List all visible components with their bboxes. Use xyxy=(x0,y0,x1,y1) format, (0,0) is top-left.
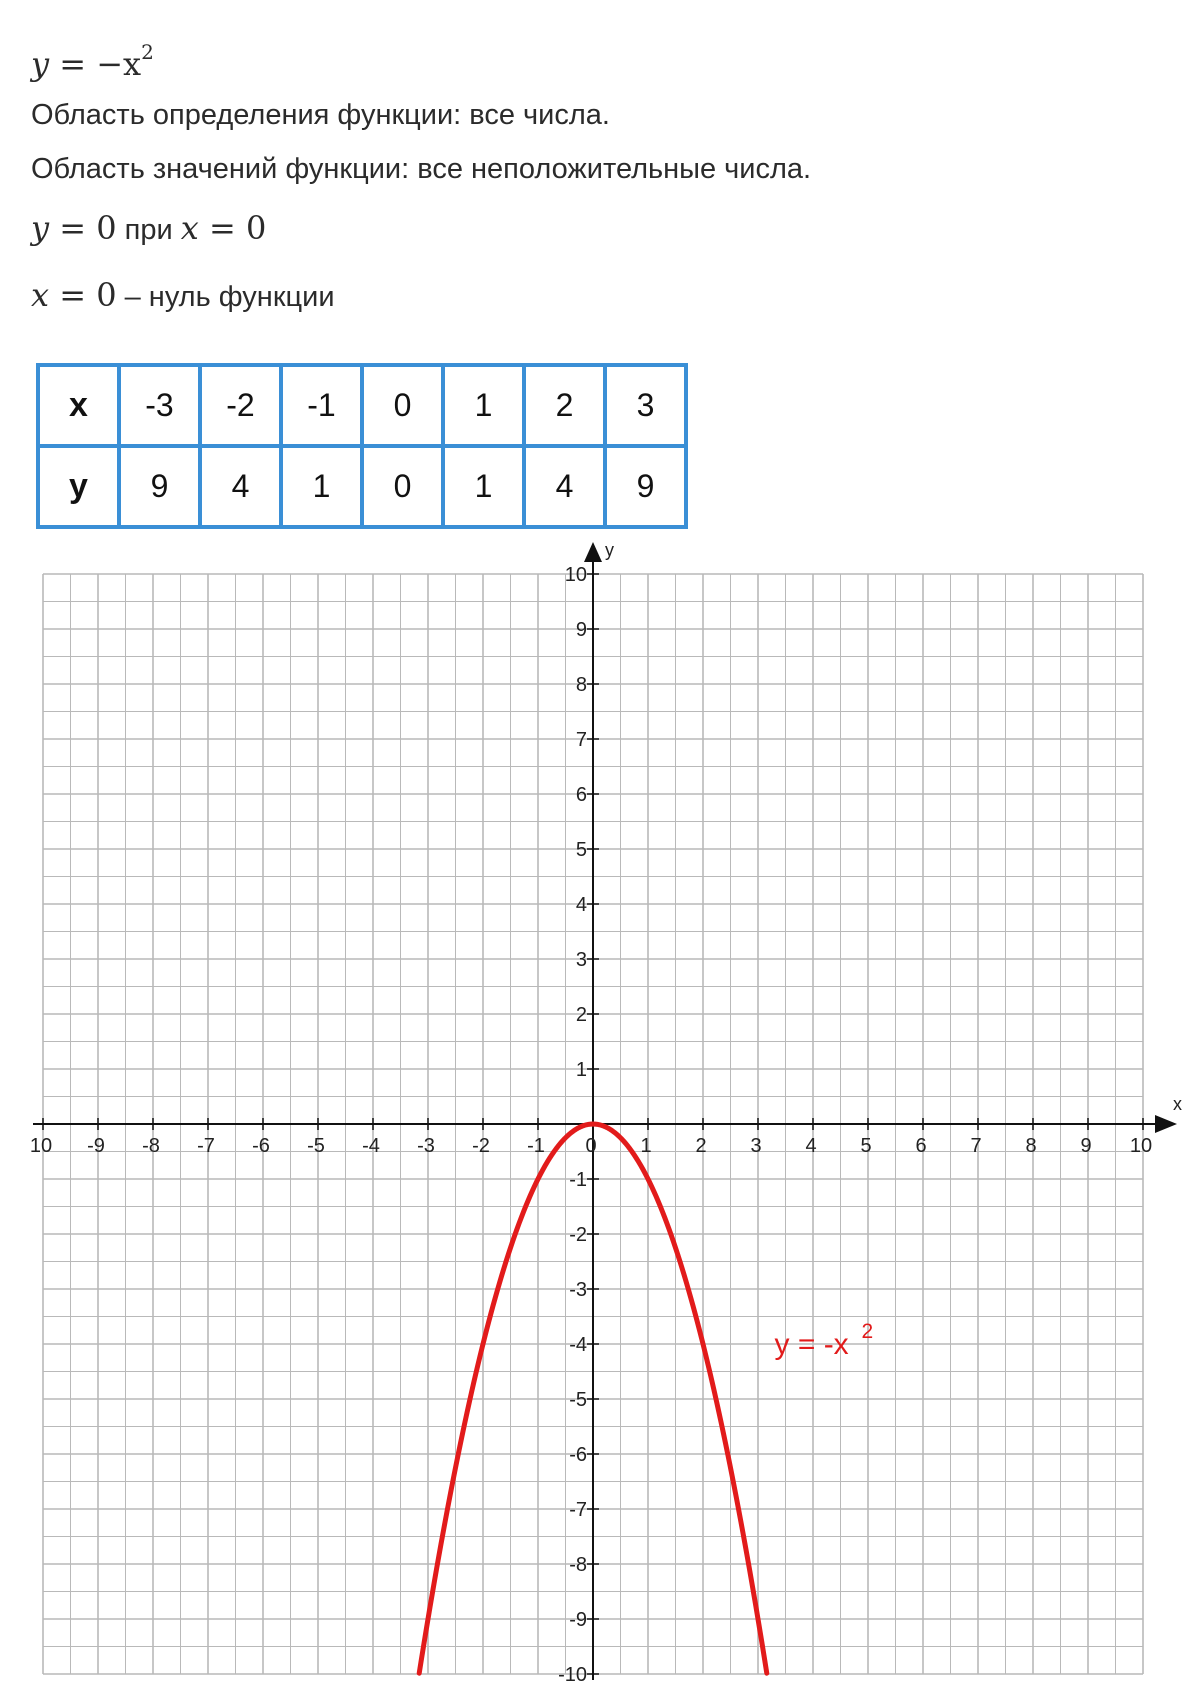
function-formula xyxy=(31,34,154,84)
table-cell: 0 xyxy=(362,446,443,527)
y-tick-label: 3 xyxy=(575,949,587,971)
y-tick-label: -10 xyxy=(558,1664,587,1686)
x-tick-label: 0 xyxy=(585,1135,597,1157)
y-tick-label: 1 xyxy=(575,1059,587,1081)
zero-x-var: x xyxy=(180,209,199,247)
table-cell: 9 xyxy=(605,446,686,527)
table-header-x: x xyxy=(38,365,119,446)
y-tick-label: 4 xyxy=(575,894,587,916)
value-table xyxy=(36,363,688,529)
x-tick-label: 4 xyxy=(805,1135,817,1157)
table-cell: 4 xyxy=(200,446,281,527)
y-tick-label: -8 xyxy=(569,1554,587,1576)
zero-y-var: y xyxy=(31,209,50,247)
x-tick-label: -5 xyxy=(307,1135,325,1157)
x-tick-label: 6 xyxy=(915,1135,927,1157)
table-header-y: y xyxy=(38,446,119,527)
x-axis-arrow xyxy=(1155,1115,1177,1133)
y-tick-label: 6 xyxy=(575,784,587,806)
null-eq: = 0 xyxy=(49,276,117,314)
table-cell: 9 xyxy=(119,446,200,527)
table-cell: -1 xyxy=(281,365,362,446)
y-tick-label: -1 xyxy=(569,1169,587,1191)
y-tick-label: 10 xyxy=(564,564,587,586)
function-graph xyxy=(0,530,1204,1690)
y-axis-arrow xyxy=(584,542,602,562)
table-cell: -3 xyxy=(119,365,200,446)
y-tick-label: 8 xyxy=(575,674,587,696)
table-cell: 2 xyxy=(524,365,605,446)
zero-of-function xyxy=(31,277,335,315)
x-tick-label: -1 xyxy=(527,1135,545,1157)
x-tick-label: -3 xyxy=(417,1135,435,1157)
zero-mid-text: при xyxy=(116,214,181,246)
formula-lhs: y xyxy=(31,45,50,83)
x-tick-label: -9 xyxy=(87,1135,105,1157)
zero-eq1: = 0 xyxy=(49,209,117,247)
x-tick-label: -4 xyxy=(362,1135,380,1157)
x-tick-label: -7 xyxy=(197,1135,215,1157)
y-tick-label: -5 xyxy=(569,1389,587,1411)
curve-label-exponent: 2 xyxy=(861,1320,874,1343)
table-cell: 1 xyxy=(443,446,524,527)
domain-statement: Область определения функции: все числа. xyxy=(31,99,610,131)
formula-rhs: = −x xyxy=(49,45,142,83)
x-tick-label: 7 xyxy=(970,1135,982,1157)
table-cell: 4 xyxy=(524,446,605,527)
y-tick-label: 7 xyxy=(575,729,587,751)
y-axis-name: y xyxy=(605,540,614,560)
x-tick-label: 3 xyxy=(750,1135,762,1157)
y-tick-label: 5 xyxy=(575,839,587,861)
y-tick-label: -3 xyxy=(569,1279,587,1301)
y-tick-label: 9 xyxy=(575,619,587,641)
x-tick-label: 5 xyxy=(860,1135,872,1157)
x-tick-label: -8 xyxy=(142,1135,160,1157)
y-tick-label: -6 xyxy=(569,1444,587,1466)
table-row-y xyxy=(38,446,686,527)
x-tick-label: -6 xyxy=(252,1135,270,1157)
y-tick-label: -7 xyxy=(569,1499,587,1521)
y-tick-label: 2 xyxy=(575,1004,587,1026)
formula-exponent: 2 xyxy=(141,40,154,64)
x-tick-label: 10 xyxy=(29,1135,53,1157)
x-tick-label: 2 xyxy=(695,1135,707,1157)
table-cell: 1 xyxy=(281,446,362,527)
table-cell: -2 xyxy=(200,365,281,446)
table-cell: 0 xyxy=(362,365,443,446)
zero-condition xyxy=(31,210,266,248)
table-cell: 3 xyxy=(605,365,686,446)
zero-eq2: = 0 xyxy=(198,209,267,247)
y-tick-label: -2 xyxy=(569,1224,587,1246)
x-axis-name: x xyxy=(1173,1094,1182,1114)
table-row-x xyxy=(38,365,686,446)
x-tick-label: 9 xyxy=(1080,1135,1092,1157)
table-cell: 1 xyxy=(443,365,524,446)
y-tick-label: -9 xyxy=(569,1609,587,1631)
null-text: – нуль функции xyxy=(116,281,335,313)
y-tick-label: -4 xyxy=(569,1334,587,1356)
x-tick-label: 8 xyxy=(1025,1135,1037,1157)
null-x-var: x xyxy=(31,276,50,314)
x-tick-label: -2 xyxy=(472,1135,490,1157)
curve-label: y = -x xyxy=(774,1328,849,1361)
x-tick-label: 1 xyxy=(640,1135,652,1157)
x-tick-label: 10 xyxy=(1129,1135,1153,1157)
range-statement: Область значений функции: все неположительные числа. xyxy=(31,153,812,185)
